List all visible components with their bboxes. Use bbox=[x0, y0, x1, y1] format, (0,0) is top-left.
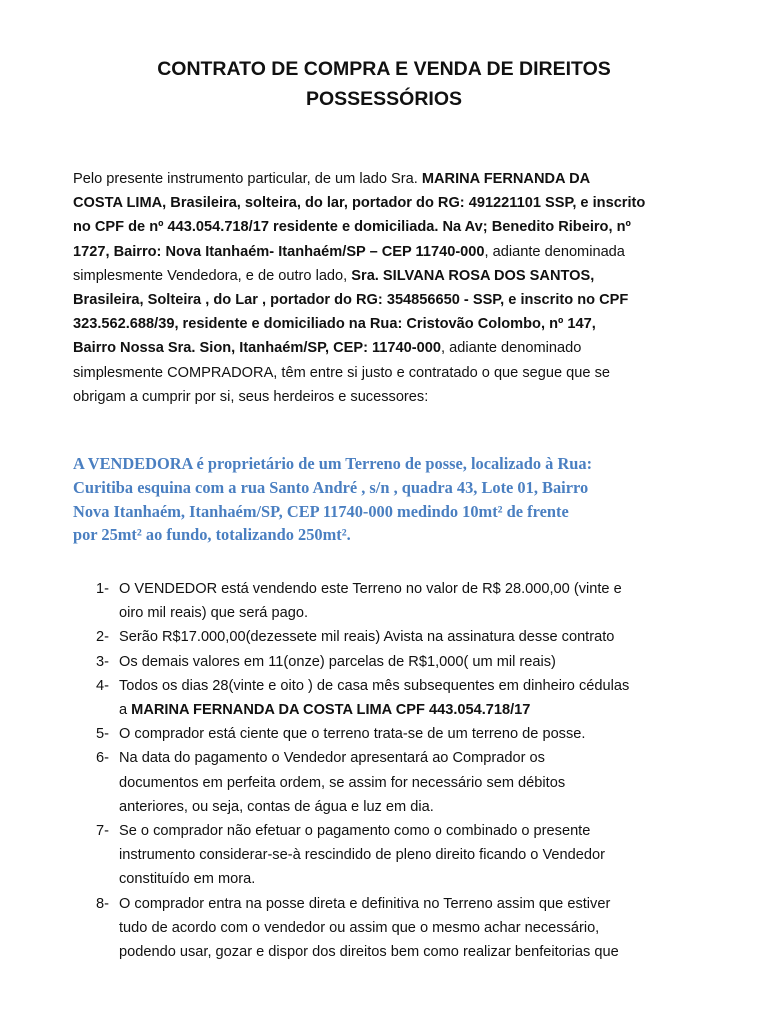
list-item bbox=[96, 746, 716, 819]
intro-line bbox=[73, 215, 713, 239]
list-item bbox=[96, 722, 716, 746]
list-item bbox=[96, 625, 716, 649]
intro-line bbox=[73, 240, 713, 264]
clauses-list bbox=[96, 577, 716, 964]
clause-text bbox=[119, 698, 716, 722]
clause-text-part: a bbox=[119, 702, 132, 719]
intro-line bbox=[73, 336, 713, 360]
property-description bbox=[73, 452, 713, 547]
clause-text: anteriores, ou seja, contas de água e luz em dia. bbox=[119, 798, 434, 815]
list-item bbox=[96, 650, 716, 674]
clause-number: 3- bbox=[96, 653, 109, 670]
buyer-address: 323.562.688/39, residente e domiciliado na Rua: Cristovão Colombo, nº 147, bbox=[73, 316, 596, 333]
clause-text: O comprador entra na posse direta e definitiva no Terreno assim que estiver bbox=[119, 895, 611, 912]
clause-text: constituído em mora. bbox=[119, 871, 256, 888]
seller-address: no CPF de nº 443.054.718/17 residente e domiciliada. Na Av; Benedito Ribeiro, nº bbox=[73, 219, 631, 236]
clause-text: documentos em perfeita ordem, se assim for necessário sem débitos bbox=[119, 774, 566, 791]
clause-text: O comprador está ciente que o terreno trata-se de um terreno de posse. bbox=[119, 726, 586, 743]
clause-text: Se o comprador não efetuar o pagamento como o combinado o presente bbox=[119, 823, 591, 840]
intro-text: , adiante denominada bbox=[484, 243, 625, 260]
intro-line bbox=[73, 191, 713, 215]
list-item bbox=[96, 892, 716, 965]
clause-number: 7- bbox=[96, 823, 109, 840]
payee-name: MARINA FERNANDA DA COSTA LIMA CPF 443.054.718/17 bbox=[131, 702, 531, 719]
clause-number: 4- bbox=[96, 677, 109, 694]
intro-line bbox=[73, 288, 713, 312]
list-item bbox=[96, 674, 716, 722]
intro-text: , adiante denominado bbox=[441, 340, 582, 357]
property-line: A VENDEDORA é proprietário de um Terreno de posse, localizado à Rua: bbox=[73, 454, 593, 473]
list-item bbox=[96, 577, 716, 625]
list-item bbox=[96, 819, 716, 892]
clause-text: tudo de acordo com o vendedor ou assim que o mesmo achar necessário, bbox=[119, 919, 600, 936]
intro-line bbox=[73, 167, 713, 191]
intro-paragraph bbox=[73, 167, 713, 409]
clause-text: Todos os dias 28(vinte e oito ) de casa mês subsequentes em dinheiro cédulas bbox=[119, 677, 630, 694]
clause-text: Serão R$17.000,00(dezessete mil reais) Avista na assinatura desse contrato bbox=[119, 629, 615, 646]
title-line-1: CONTRATO DE COMPRA E VENDA DE DIREITOS bbox=[157, 58, 611, 80]
clause-text: Na data do pagamento o Vendedor apresentará ao Comprador os bbox=[119, 750, 545, 767]
clause-text: podendo usar, gozar e dispor dos direitos bem como realizar benfeitorias que bbox=[119, 944, 619, 961]
document-title bbox=[0, 54, 768, 114]
clause-number: 5- bbox=[96, 726, 109, 743]
intro-line bbox=[73, 385, 713, 409]
intro-line bbox=[73, 361, 713, 385]
buyer-address-cont: Bairro Nossa Sra. Sion, Itanhaém/SP, CEP: 11740-000 bbox=[73, 340, 441, 357]
clause-text: O VENDEDOR está vendendo este Terreno no valor de R$ 28.000,00 (vinte e bbox=[119, 581, 622, 597]
clause-text: oiro mil reais) que será pago. bbox=[119, 605, 308, 622]
property-line: por 25mt² ao fundo, totalizando 250mt². bbox=[73, 525, 351, 545]
seller-details: COSTA LIMA, Brasileira, solteira, do lar, portador do RG: 491221101 SSP, e inscrito bbox=[73, 195, 646, 212]
intro-line bbox=[73, 264, 713, 288]
intro-text: Pelo presente instrumento particular, de um lado Sra. bbox=[73, 171, 422, 187]
seller-name: MARINA FERNANDA DA bbox=[421, 171, 591, 187]
clause-number: 6- bbox=[96, 750, 109, 767]
intro-text: simplesmente Vendedora, e de outro lado, bbox=[73, 267, 352, 284]
intro-text: simplesmente COMPRADORA, têm entre si justo e contratado o que segue que se bbox=[73, 364, 610, 381]
clause-number: 2- bbox=[96, 629, 109, 646]
clause-text: instrumento considerar-se-à rescindido de pleno direito ficando o Vendedor bbox=[119, 847, 605, 864]
buyer-details: Brasileira, Solteira , do Lar , portador do RG: 354856650 - SSP, e inscrito no CPF bbox=[73, 292, 629, 309]
buyer-name: Sra. SILVANA ROSA DOS SANTOS, bbox=[351, 267, 595, 284]
intro-text: obrigam a cumprir por si, seus herdeiros e sucessores: bbox=[73, 388, 429, 405]
clause-text: Os demais valores em 11(onze) parcelas de R$1,000( um mil reais) bbox=[119, 653, 556, 670]
title-line-2: POSSESSÓRIOS bbox=[305, 88, 463, 110]
property-line: Nova Itanhaém, Itanhaém/SP, CEP 11740-000 medindo 10mt² de frente bbox=[73, 501, 569, 521]
clause-number: 1- bbox=[96, 581, 109, 597]
property-line: Curitiba esquina com a rua Santo André , s/n , quadra 43, Lote 01, Bairro bbox=[73, 477, 589, 497]
seller-address-cont: 1727, Bairro: Nova Itanhaém- Itanhaém/SP – CEP 11740-000 bbox=[73, 243, 485, 260]
intro-line bbox=[73, 312, 713, 336]
clause-number: 8- bbox=[96, 895, 109, 912]
